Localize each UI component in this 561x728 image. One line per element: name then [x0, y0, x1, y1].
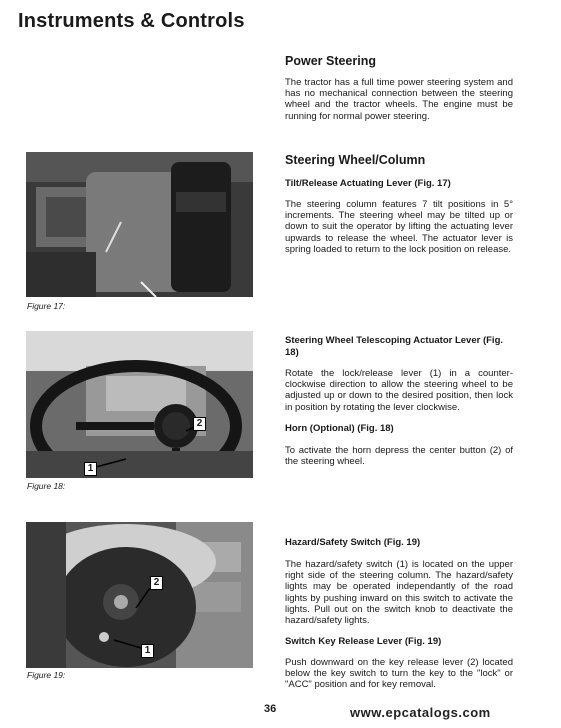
watermark: www.epcatalogs.com [350, 705, 491, 720]
key-release-text: Push downward on the key release lever (2) located below the key switch to turn the key to the "lock" or "ACC" position and for key removal. [285, 657, 513, 691]
figure-18-photo [26, 331, 253, 478]
page-number: 36 [264, 703, 277, 715]
power-steering-heading: Power Steering [285, 54, 376, 68]
steering-column-heading: Steering Wheel/Column [285, 153, 426, 167]
figure-18-callout-1: 1 [84, 462, 97, 476]
page-title: Instruments & Controls [18, 10, 245, 32]
telescoping-heading: Steering Wheel Telescoping Actuator Lever (Fig. 18) [285, 335, 504, 358]
figure-18-callout-2: 2 [193, 417, 206, 431]
tilt-lever-heading: Tilt/Release Actuating Lever (Fig. 17) [285, 178, 451, 189]
figure-17-caption: Figure 17: [27, 301, 66, 311]
figure-19-caption: Figure 19: [27, 670, 66, 680]
horn-text: To activate the horn depress the center button (2) of the steering wheel. [285, 445, 513, 468]
key-release-heading: Switch Key Release Lever (Fig. 19) [285, 636, 442, 647]
figure-17-photo [26, 152, 253, 297]
power-steering-text: The tractor has a full time power steering system and has no mechanical connection between the steering wheel and the tractor wheels. The engine must be running for normal power steering. [285, 77, 513, 122]
figure-19-photo [26, 522, 253, 668]
horn-heading: Horn (Optional) (Fig. 18) [285, 423, 394, 434]
hazard-heading: Hazard/Safety Switch (Fig. 19) [285, 537, 421, 548]
hazard-text: The hazard/safety switch (1) is located on the upper right side of the steering column. The hazard/safety lights may be operated independantly of the road lights by pushing inward on this switch to activate the lights. Pull out on the switch knob to deactivate the hazard/safety lights. [285, 559, 513, 627]
figure-19-callout-1: 1 [141, 644, 154, 658]
tilt-lever-text: The steering column features 7 tilt positions in 5° increments. The steering wheel may be tilted up or down to suit the operator by lifting the actuating lever upwards to release the wheel. The actuator lever is spring loaded to return to the lock position on release. [285, 199, 513, 255]
figure-18-caption: Figure 18: [27, 481, 66, 491]
telescoping-text: Rotate the lock/release lever (1) in a counter-clockwise direction to allow the steering wheel to be adjusted up or down to the desired position, then lock in position by rotating the lever clockwise. [285, 368, 513, 413]
figure-19-callout-2: 2 [150, 576, 163, 590]
